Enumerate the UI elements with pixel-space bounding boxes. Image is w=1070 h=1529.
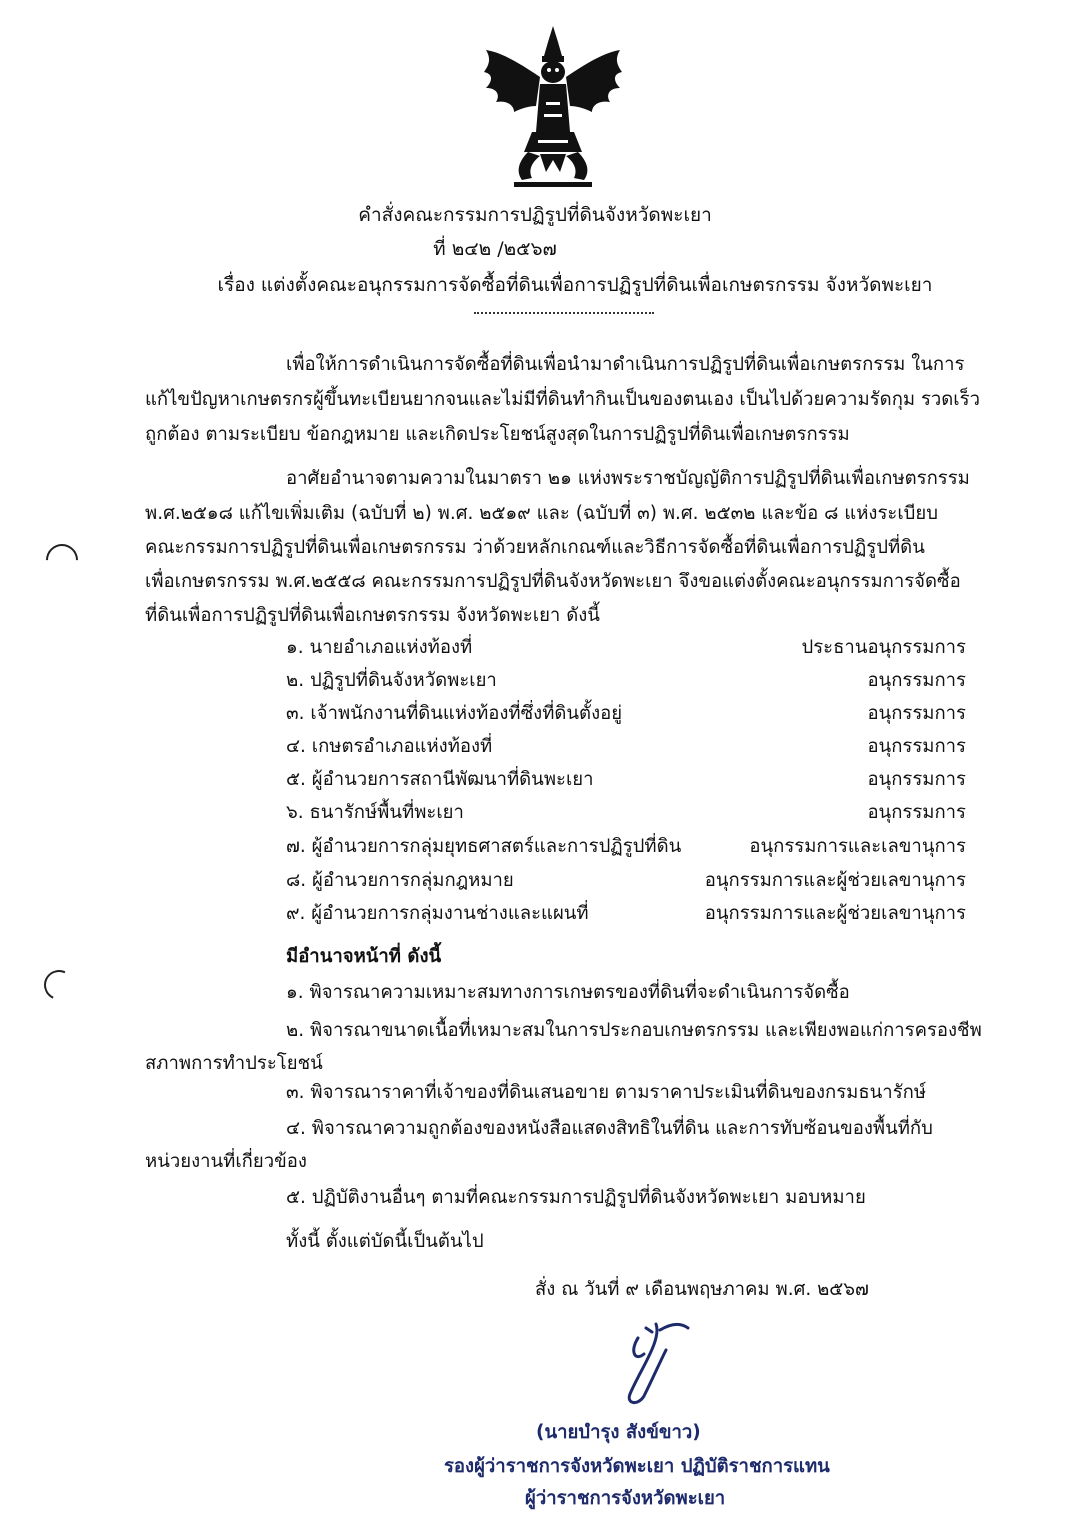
member-role: อนุกรรมการ bbox=[867, 703, 966, 724]
para2-line4: เพื่อเกษตรกรรม พ.ศ.๒๕๕๘ คณะกรรมการปฏิรูปที่ดินจังหวัดพะเยา จึงขอแต่งตั้งคณะอนุกรรมการจัดซื้อ bbox=[145, 571, 961, 592]
order-subject: เรื่อง แต่งตั้งคณะอนุกรรมการจัดซื้อที่ดินเพื่อการปฏิรูปที่ดินเพื่อเกษตรกรรม จังหวัดพะเยา bbox=[217, 274, 933, 296]
member-name: ๓. เจ้าพนักงานที่ดินแห่งท้องที่ซึ่งที่ดินตั้งอยู่ bbox=[286, 703, 623, 724]
garuda-emblem bbox=[478, 22, 628, 192]
order-title: คำสั่งคณะกรรมการปฏิรูปที่ดินจังหวัดพะเยา bbox=[358, 204, 712, 226]
duty-item: ๕. ปฏิบัติงานอื่นๆ ตามที่คณะกรรมการปฏิรูปที่ดินจังหวัดพะเยา มอบหมาย bbox=[286, 1187, 866, 1208]
signer-name: (นายบำรุง สังข์ขาว) bbox=[536, 1422, 701, 1443]
signer-title-2: ผู้ว่าราชการจังหวัดพะเยา bbox=[525, 1488, 726, 1509]
para1-line2: แก้ไขปัญหาเกษตรกรผู้ขึ้นทะเบียนยากจนและไม่มีที่ดินทำกินเป็นของตนเอง เป็นไปด้วยความรัดกุม รวดเร็ว bbox=[145, 389, 980, 410]
para2-line5: ที่ดินเพื่อการปฏิรูปที่ดินเพื่อเกษตรกรรม จังหวัดพะเยา ดังนี้ bbox=[145, 605, 600, 626]
member-role: อนุกรรมการ bbox=[867, 670, 966, 691]
duty-item: ๒. พิจารณาขนาดเนื้อที่เหมาะสมในการประกอบเกษตรกรรม และเพียงพอแก่การครองชีพ bbox=[286, 1020, 982, 1041]
effective-statement: ทั้งนี้ ตั้งแต่บัดนี้เป็นต้นไป bbox=[286, 1231, 484, 1252]
signature bbox=[600, 1310, 720, 1410]
member-role: อนุกรรมการ bbox=[867, 802, 966, 823]
member-role: อนุกรรมการและเลขานุการ bbox=[749, 836, 966, 857]
duty-item-cont: หน่วยงานที่เกี่ยวข้อง bbox=[145, 1151, 307, 1172]
order-number: ที่ ๒๔๒ /๒๕๖๗ bbox=[433, 238, 557, 260]
para1-line1: เพื่อให้การดำเนินการจัดซื้อที่ดินเพื่อนำมาดำเนินการปฏิรูปที่ดินเพื่อเกษตรกรรม ในการ bbox=[286, 354, 965, 375]
member-name: ๙. ผู้อำนวยการกลุ่มงานช่างและแผนที่ bbox=[286, 903, 589, 924]
member-name: ๒. ปฏิรูปที่ดินจังหวัดพะเยา bbox=[286, 670, 497, 691]
member-name: ๑. นายอำเภอแห่งท้องที่ bbox=[286, 637, 473, 658]
order-date: สั่ง ณ วันที่ ๙ เดือนพฤษภาคม พ.ศ. ๒๕๖๗ bbox=[535, 1279, 869, 1300]
punch-hole-top bbox=[39, 537, 84, 582]
punch-hole-bottom bbox=[40, 966, 78, 1004]
member-name: ๔. เกษตรอำเภอแห่งท้องที่ bbox=[286, 736, 493, 757]
member-role: อนุกรรมการและผู้ช่วยเลขานุการ bbox=[704, 870, 966, 891]
para2-line3: คณะกรรมการปฏิรูปที่ดินเพื่อเกษตรกรรม ว่าด้วยหลักเกณฑ์และวิธีการจัดซื้อที่ดินเพื่อการปฏิรูปที่ดิน bbox=[145, 537, 925, 558]
para2-line2: พ.ศ.๒๕๑๘ แก้ไขเพิ่มเติม (ฉบับที่ ๒) พ.ศ. ๒๕๑๙ และ (ฉบับที่ ๓) พ.ศ. ๒๕๓๒ และข้อ ๘ แห่งระเบียบ bbox=[145, 503, 938, 524]
para1-line3: ถูกต้อง ตามระเบียบ ข้อกฎหมาย และเกิดประโยชน์สูงสุดในการปฏิรูปที่ดินเพื่อเกษตรกรรม bbox=[145, 424, 850, 445]
member-name: ๗. ผู้อำนวยการกลุ่มยุทธศาสตร์และการปฏิรูปที่ดิน bbox=[286, 836, 682, 857]
signer-title: รองผู้ว่าราชการจังหวัดพะเยา ปฏิบัติราชการแทน bbox=[444, 1456, 830, 1477]
duty-item: ๑. พิจารณาความเหมาะสมทางการเกษตรของที่ดินที่จะดำเนินการจัดซื้อ bbox=[286, 982, 850, 1003]
duties-heading: มีอำนาจหน้าที่ ดังนี้ bbox=[286, 946, 442, 967]
duty-item-cont: สภาพการทำประโยชน์ bbox=[145, 1053, 323, 1074]
duty-item: ๓. พิจารณาราคาที่เจ้าของที่ดินเสนอขาย ตามราคาประเมินที่ดินของกรมธนารักษ์ bbox=[286, 1082, 927, 1103]
separator-dots bbox=[474, 312, 654, 314]
duty-item: ๔. พิจารณาความถูกต้องของหนังสือแสดงสิทธิในที่ดิน และการทับซ้อนของพื้นที่กับ bbox=[286, 1118, 933, 1139]
member-name: ๖. ธนารักษ์พื้นที่พะเยา bbox=[286, 802, 464, 823]
member-role: ประธานอนุกรรมการ bbox=[801, 637, 966, 658]
member-role: อนุกรรมการและผู้ช่วยเลขานุการ bbox=[704, 903, 966, 924]
member-name: ๕. ผู้อำนวยการสถานีพัฒนาที่ดินพะเยา bbox=[286, 769, 594, 790]
member-name: ๘. ผู้อำนวยการกลุ่มกฎหมาย bbox=[286, 870, 514, 891]
para2-line1: อาศัยอำนาจตามความในมาตรา ๒๑ แห่งพระราชบัญญัติการปฏิรูปที่ดินเพื่อเกษตรกรรม bbox=[286, 468, 970, 489]
member-role: อนุกรรมการ bbox=[867, 736, 966, 757]
member-role: อนุกรรมการ bbox=[867, 769, 966, 790]
